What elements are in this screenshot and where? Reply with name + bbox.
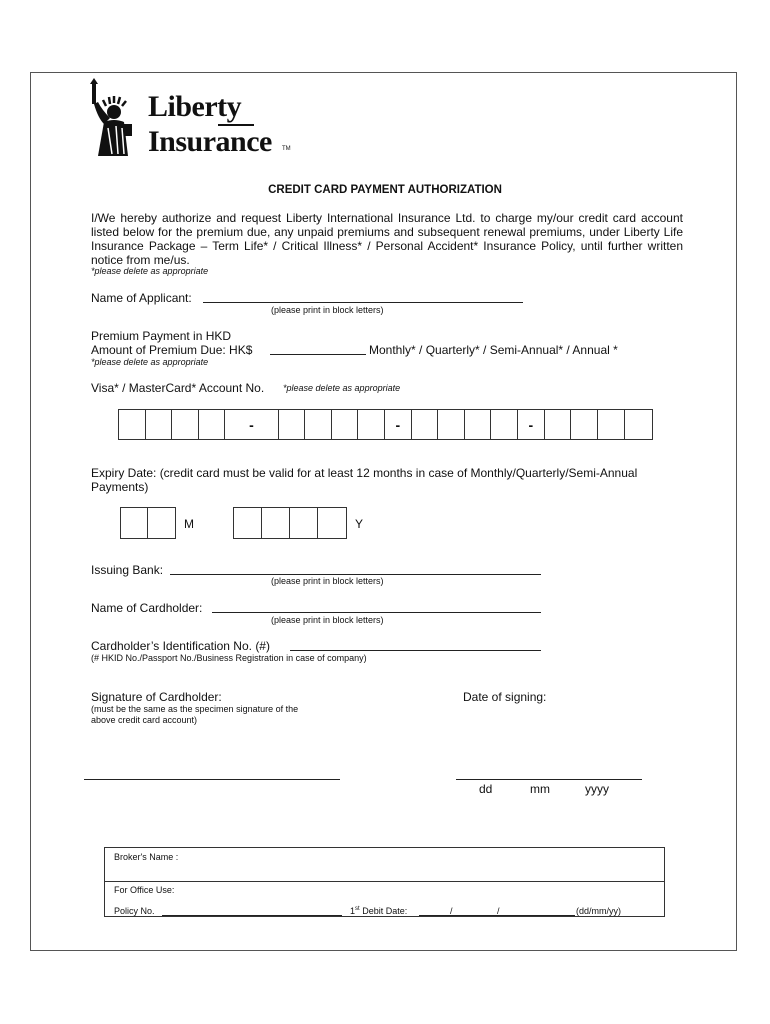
issuing-bank-label: Issuing Bank: [91, 563, 164, 577]
cardholder-id-field[interactable] [290, 650, 541, 651]
card-digit-box[interactable] [332, 410, 359, 439]
card-digit-box[interactable] [172, 410, 199, 439]
form-title: CREDIT CARD PAYMENT AUTHORIZATION [268, 184, 502, 196]
trademark-mark: TM [282, 146, 291, 152]
signature-label: Signature of Cardholder: [91, 690, 222, 704]
expiry-year-digit-box[interactable] [318, 508, 346, 538]
applicant-name-hint: (please print in block letters) [271, 305, 384, 315]
cardholder-name-field[interactable] [212, 612, 541, 613]
card-digit-box[interactable] [491, 410, 518, 439]
expiry-year-label: Y [355, 517, 364, 531]
card-digit-box[interactable] [438, 410, 465, 439]
broker-name-label: Broker's Name : [114, 852, 179, 862]
applicant-name-label: Name of Applicant: [91, 291, 192, 305]
brand-name-line2: Insurance [148, 125, 272, 158]
cardholder-id-label: Cardholder’s Identification No. (#) [91, 639, 270, 653]
date-of-signing-label: Date of signing: [463, 690, 547, 704]
first-debit-date-label: 1st Debit Date: [350, 906, 408, 916]
card-digit-box[interactable] [146, 410, 173, 439]
card-digit-box[interactable] [465, 410, 492, 439]
card-digit-box[interactable] [279, 410, 306, 439]
card-digit-box[interactable] [412, 410, 439, 439]
expiry-year-digit-box[interactable] [234, 508, 262, 538]
date-slash-1: / [450, 906, 453, 916]
cardholder-id-hint: (# HKID No./Passport No./Business Registration in case of company) [91, 653, 367, 663]
premium-heading: Premium Payment in HKD [91, 329, 232, 343]
date-mm-label: mm [530, 782, 550, 796]
office-use-label: For Office Use: [114, 885, 175, 895]
card-digit-box[interactable] [571, 410, 598, 439]
card-separator: - [385, 410, 412, 439]
brand-name-line1: Liberty [148, 90, 242, 123]
signature-line[interactable] [84, 779, 340, 780]
intro-delete-note: *please delete as appropriate [91, 266, 209, 276]
expiry-date-label: Expiry Date: (credit card must be valid for at least 12 months in case of Monthly/Quarterly/Semi-Annual Payments) [91, 466, 638, 494]
card-digit-box[interactable] [545, 410, 572, 439]
policy-no-label: Policy No. [114, 906, 155, 916]
card-separator: - [225, 410, 278, 439]
expiry-year-digit-box[interactable] [262, 508, 291, 538]
expiry-year-digit-box[interactable] [290, 508, 318, 538]
expiry-month-label: M [184, 517, 194, 531]
signature-hint-line1: (must be the same as the specimen signature of the [91, 704, 299, 714]
date-format-hint: (dd/mm/yy) [576, 906, 621, 916]
expiry-year-boxes [233, 507, 347, 539]
date-yyyy-label: yyyy [585, 782, 609, 796]
card-delete-note: *please delete as appropriate [283, 383, 401, 393]
premium-amount-field[interactable] [270, 354, 366, 355]
premium-frequency-options: Monthly* / Quarterly* / Semi-Annual* / Annual * [369, 343, 618, 357]
premium-delete-note: *please delete as appropriate [91, 357, 209, 367]
card-digit-box[interactable] [305, 410, 332, 439]
office-use-box [104, 847, 665, 917]
expiry-month-digit-box[interactable] [148, 508, 175, 538]
card-separator: - [518, 410, 545, 439]
card-digit-box[interactable] [598, 410, 625, 439]
expiry-month-boxes [120, 507, 176, 539]
signature-hint-line2: above credit card account) [91, 715, 198, 725]
card-digit-box[interactable] [625, 410, 653, 439]
card-digit-box[interactable] [119, 410, 146, 439]
card-number-boxes [118, 409, 653, 440]
cardholder-name-label: Name of Cardholder: [91, 601, 203, 615]
applicant-name-field[interactable] [203, 302, 523, 303]
statue-of-liberty-logo-icon [84, 78, 148, 158]
expiry-month-digit-box[interactable] [121, 508, 148, 538]
policy-no-field[interactable] [162, 915, 342, 916]
card-digit-box[interactable] [358, 410, 385, 439]
broker-row [105, 848, 664, 882]
date-dd-label: dd [479, 782, 493, 796]
card-account-label: Visa* / MasterCard* Account No. [91, 381, 265, 395]
issuing-bank-hint: (please print in block letters) [271, 576, 384, 586]
date-slash-2: / [497, 906, 500, 916]
premium-amount-label: Amount of Premium Due: HK$ [91, 343, 253, 357]
card-digit-box[interactable] [199, 410, 226, 439]
date-of-signing-line[interactable] [456, 779, 642, 780]
cardholder-name-hint: (please print in block letters) [271, 615, 384, 625]
issuing-bank-field[interactable] [170, 574, 541, 575]
authorization-statement: I/We hereby authorize and request Liberty International Insurance Ltd. to charge my/our credit card account listed below for the premium due, any unpaid premiums and subsequent renewal premiums, under Liberty Life Insurance Package – Term Life* / Critical Illness* / Personal Accident* Insurance Policy, until further written notice from me/us. [91, 211, 683, 267]
